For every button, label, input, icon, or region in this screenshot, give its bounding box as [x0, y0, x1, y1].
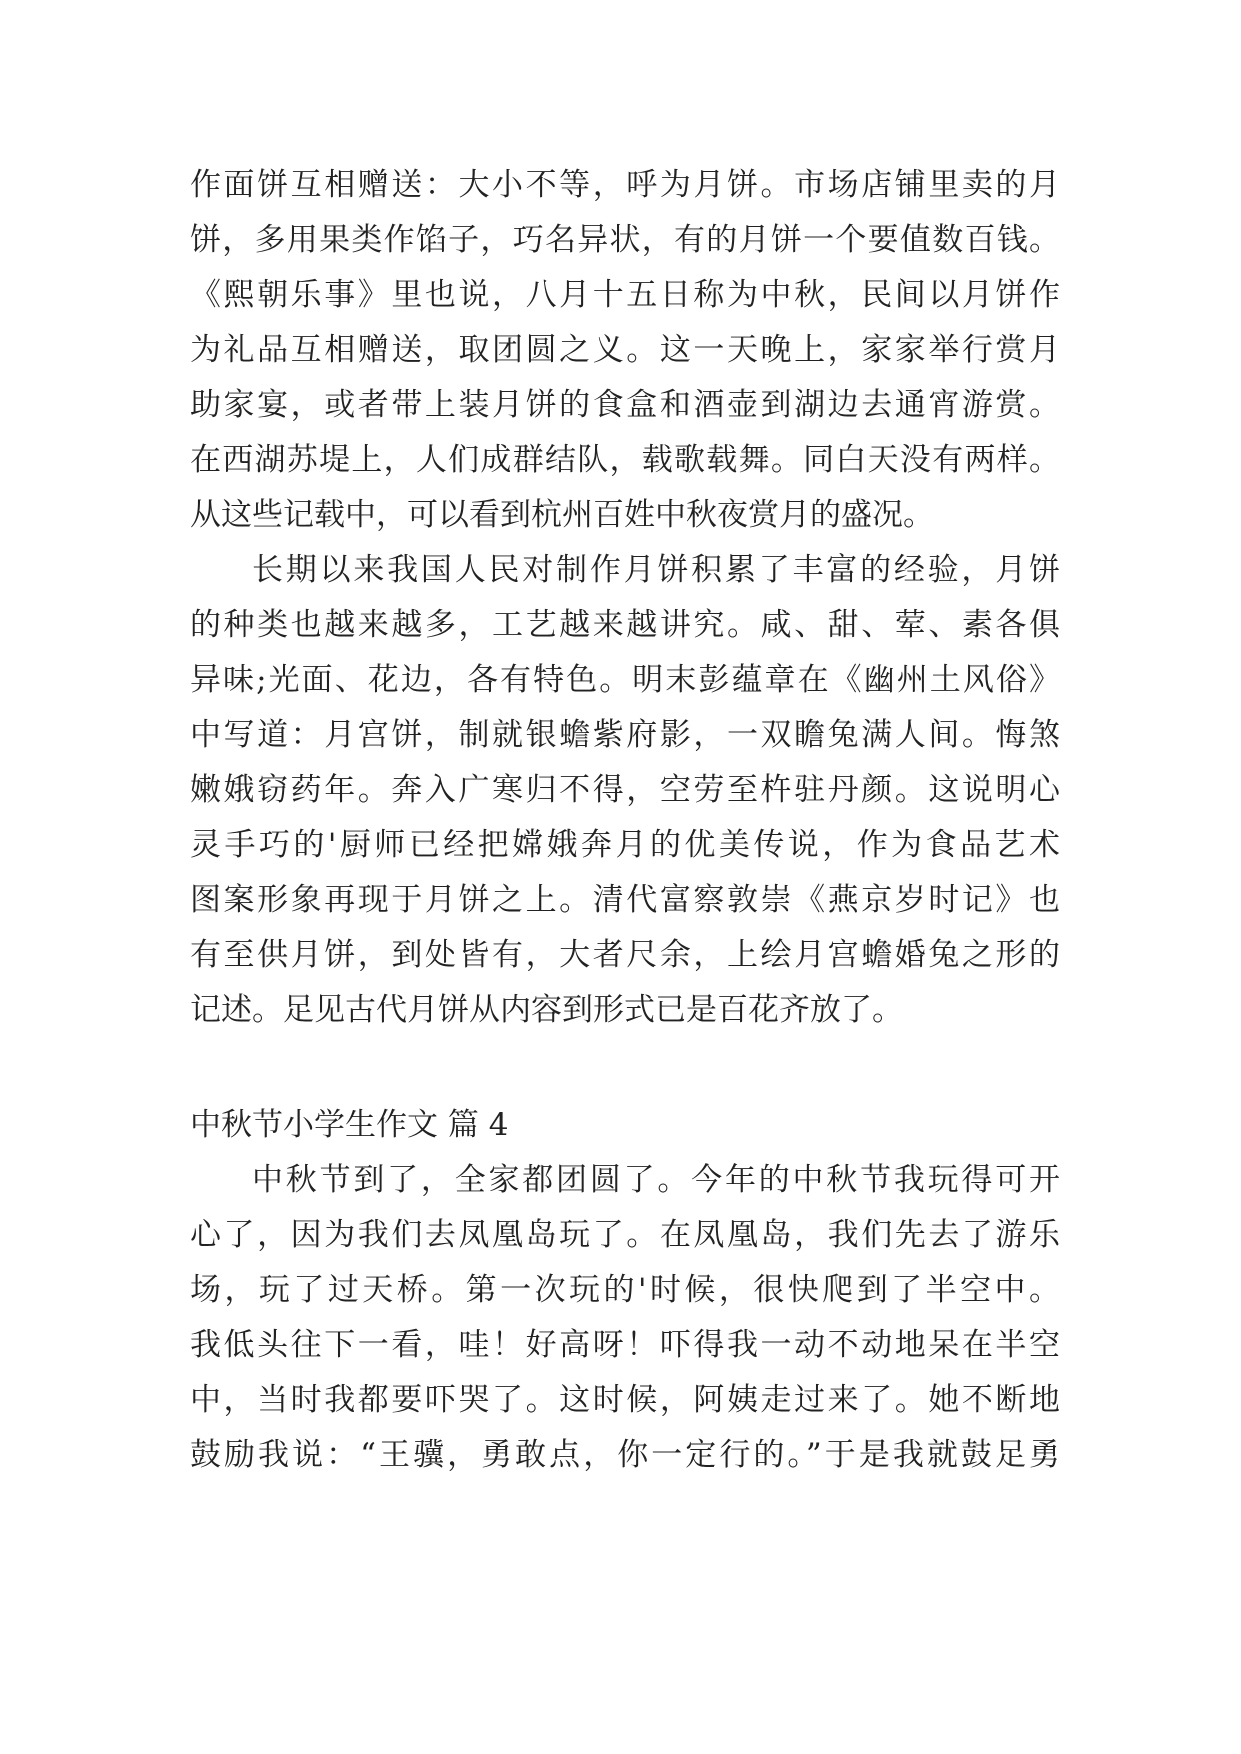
text-line: 《熙朝乐事》里也说，八月十五日称为中秋，民间以月饼作	[190, 277, 1060, 313]
text-line: 场，玩了过天桥。第一次玩的'时候，很快爬到了半空中。	[190, 1272, 1060, 1308]
text-line: 我低头往下一看，哇！好高呀！吓得我一动不动地呆在半空	[190, 1327, 1060, 1363]
text-line: 助家宴，或者带上装月饼的食盒和酒壶到湖边去通宵游赏。	[190, 387, 1060, 423]
text-line: 灵手巧的'厨师已经把嫦娥奔月的优美传说，作为食品艺术	[190, 827, 1060, 863]
text-line: 长期以来我国人民对制作月饼积累了丰富的经验，月饼	[252, 552, 1060, 588]
text-line: 饼，多用果类作馅子，巧名异状，有的月饼一个要值数百钱。	[190, 222, 1060, 258]
text-line: 记述。足见古代月饼从内容到形式已是百花齐放了。	[190, 992, 903, 1028]
text-line: 中写道：月宫饼，制就银蟾紫府影，一双瞻兔满人间。悔煞	[190, 717, 1060, 753]
section-heading: 中秋节小学生作文 篇 4	[190, 1107, 509, 1143]
text-line: 为礼品互相赠送，取团圆之义。这一天晚上，家家举行赏月	[190, 332, 1060, 368]
text-line: 的种类也越来越多，工艺越来越讲究。咸、甜、荤、素各俱	[190, 607, 1060, 643]
text-line: 中秋节到了，全家都团圆了。今年的中秋节我玩得可开	[252, 1162, 1060, 1198]
text-line: 异味;光面、花边，各有特色。明末彭蕴章在《幽州土风俗》	[190, 662, 1060, 698]
text-line: 从这些记载中，可以看到杭州百姓中秋夜赏月的盛况。	[190, 497, 934, 533]
paragraph-1	[190, 158, 1060, 543]
text-line: 作面饼互相赠送：大小不等，呼为月饼。市场店铺里卖的月	[190, 167, 1060, 203]
text-line: 鼓励我说：“王骥，勇敢点，你一定行的。”于是我就鼓足勇	[190, 1437, 1060, 1473]
text-line: 中，当时我都要吓哭了。这时候，阿姨走过来了。她不断地	[190, 1382, 1060, 1418]
text-line: 有至供月饼，到处皆有，大者尺余，上绘月宫蟾婚兔之形的	[190, 937, 1060, 973]
text-line: 嫩娥窃药年。奔入广寒归不得，空劳至杵驻丹颜。这说明心	[190, 772, 1060, 808]
document-body	[190, 158, 1060, 1483]
paragraph-2	[190, 543, 1060, 1038]
paragraph-3	[190, 1153, 1060, 1483]
text-line: 图案形象再现于月饼之上。清代富察敦崇《燕京岁时记》也	[190, 882, 1060, 918]
text-line: 在西湖苏堤上，人们成群结队，载歌载舞。同白天没有两样。	[190, 442, 1060, 478]
text-line: 心了，因为我们去凤凰岛玩了。在凤凰岛，我们先去了游乐	[190, 1217, 1060, 1253]
